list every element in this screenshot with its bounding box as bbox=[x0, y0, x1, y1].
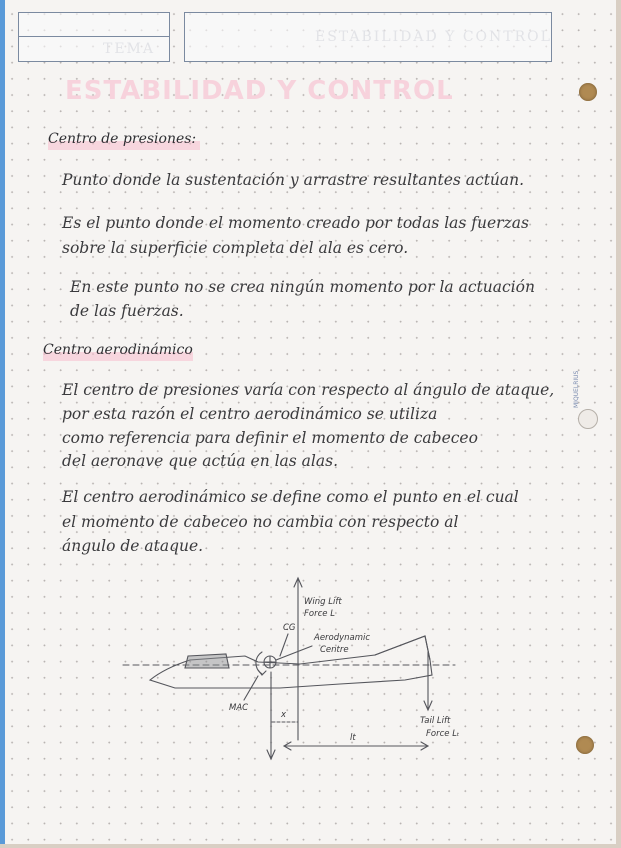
text-line: de las fuerzas. bbox=[70, 302, 184, 320]
x-label: x bbox=[281, 710, 287, 720]
header-left-ghost: TEMA bbox=[103, 41, 156, 57]
section-heading-centro-aerodinamico: Centro aerodinámico bbox=[43, 342, 193, 358]
cg-label: CG bbox=[283, 623, 296, 633]
lt-label: lt bbox=[350, 733, 356, 743]
header-right-ghost: ESTABILIDAD Y CONTROL bbox=[315, 29, 552, 45]
tail-fin bbox=[375, 636, 430, 660]
text-line: En este punto no se crea ningún momento por la actuación bbox=[70, 278, 535, 296]
text-line: del aeronave que actúa en las alas. bbox=[62, 452, 339, 470]
mac-label: MAC bbox=[229, 703, 249, 713]
aero-centre-label: Centre bbox=[320, 645, 349, 655]
brand-label: MIQUELRIUS bbox=[573, 370, 580, 408]
text-line: Es el punto donde el momento creado por todas las fuerzas bbox=[62, 214, 529, 232]
canopy-hatched bbox=[185, 654, 229, 668]
text-line: El centro aerodinámico se define como el punto en el cual bbox=[62, 488, 519, 506]
page-title: ESTABILIDAD Y CONTROL bbox=[65, 76, 454, 106]
wing-lift-label: Wing Lift bbox=[304, 597, 342, 607]
text-line: como referencia para definir el momento de cabeceo bbox=[62, 429, 478, 447]
text-line: sobre la superficie completa del ala es cero. bbox=[62, 239, 409, 257]
text-line: El centro de presiones varía con respecto al ángulo de ataque, bbox=[62, 381, 555, 399]
aero-centre-label: Aerodynamic bbox=[314, 633, 371, 643]
wing-lift-label: Force L bbox=[304, 609, 335, 619]
text-line: ángulo de ataque. bbox=[62, 537, 204, 555]
section-heading-centro-presiones: Centro de presiones: bbox=[48, 131, 197, 147]
text-line: Punto donde la sustentación y arrastre resultantes actúan. bbox=[62, 171, 525, 189]
tail-lift-label: Force Lₜ bbox=[426, 729, 460, 739]
cg-pointer bbox=[280, 634, 288, 656]
text-line: por esta razón el centro aerodinámico se utiliza bbox=[62, 405, 438, 423]
tail-lift-label: Tail Lift bbox=[420, 716, 451, 726]
text-line: el momento de cabeceo no cambia con respecto al bbox=[62, 513, 459, 531]
